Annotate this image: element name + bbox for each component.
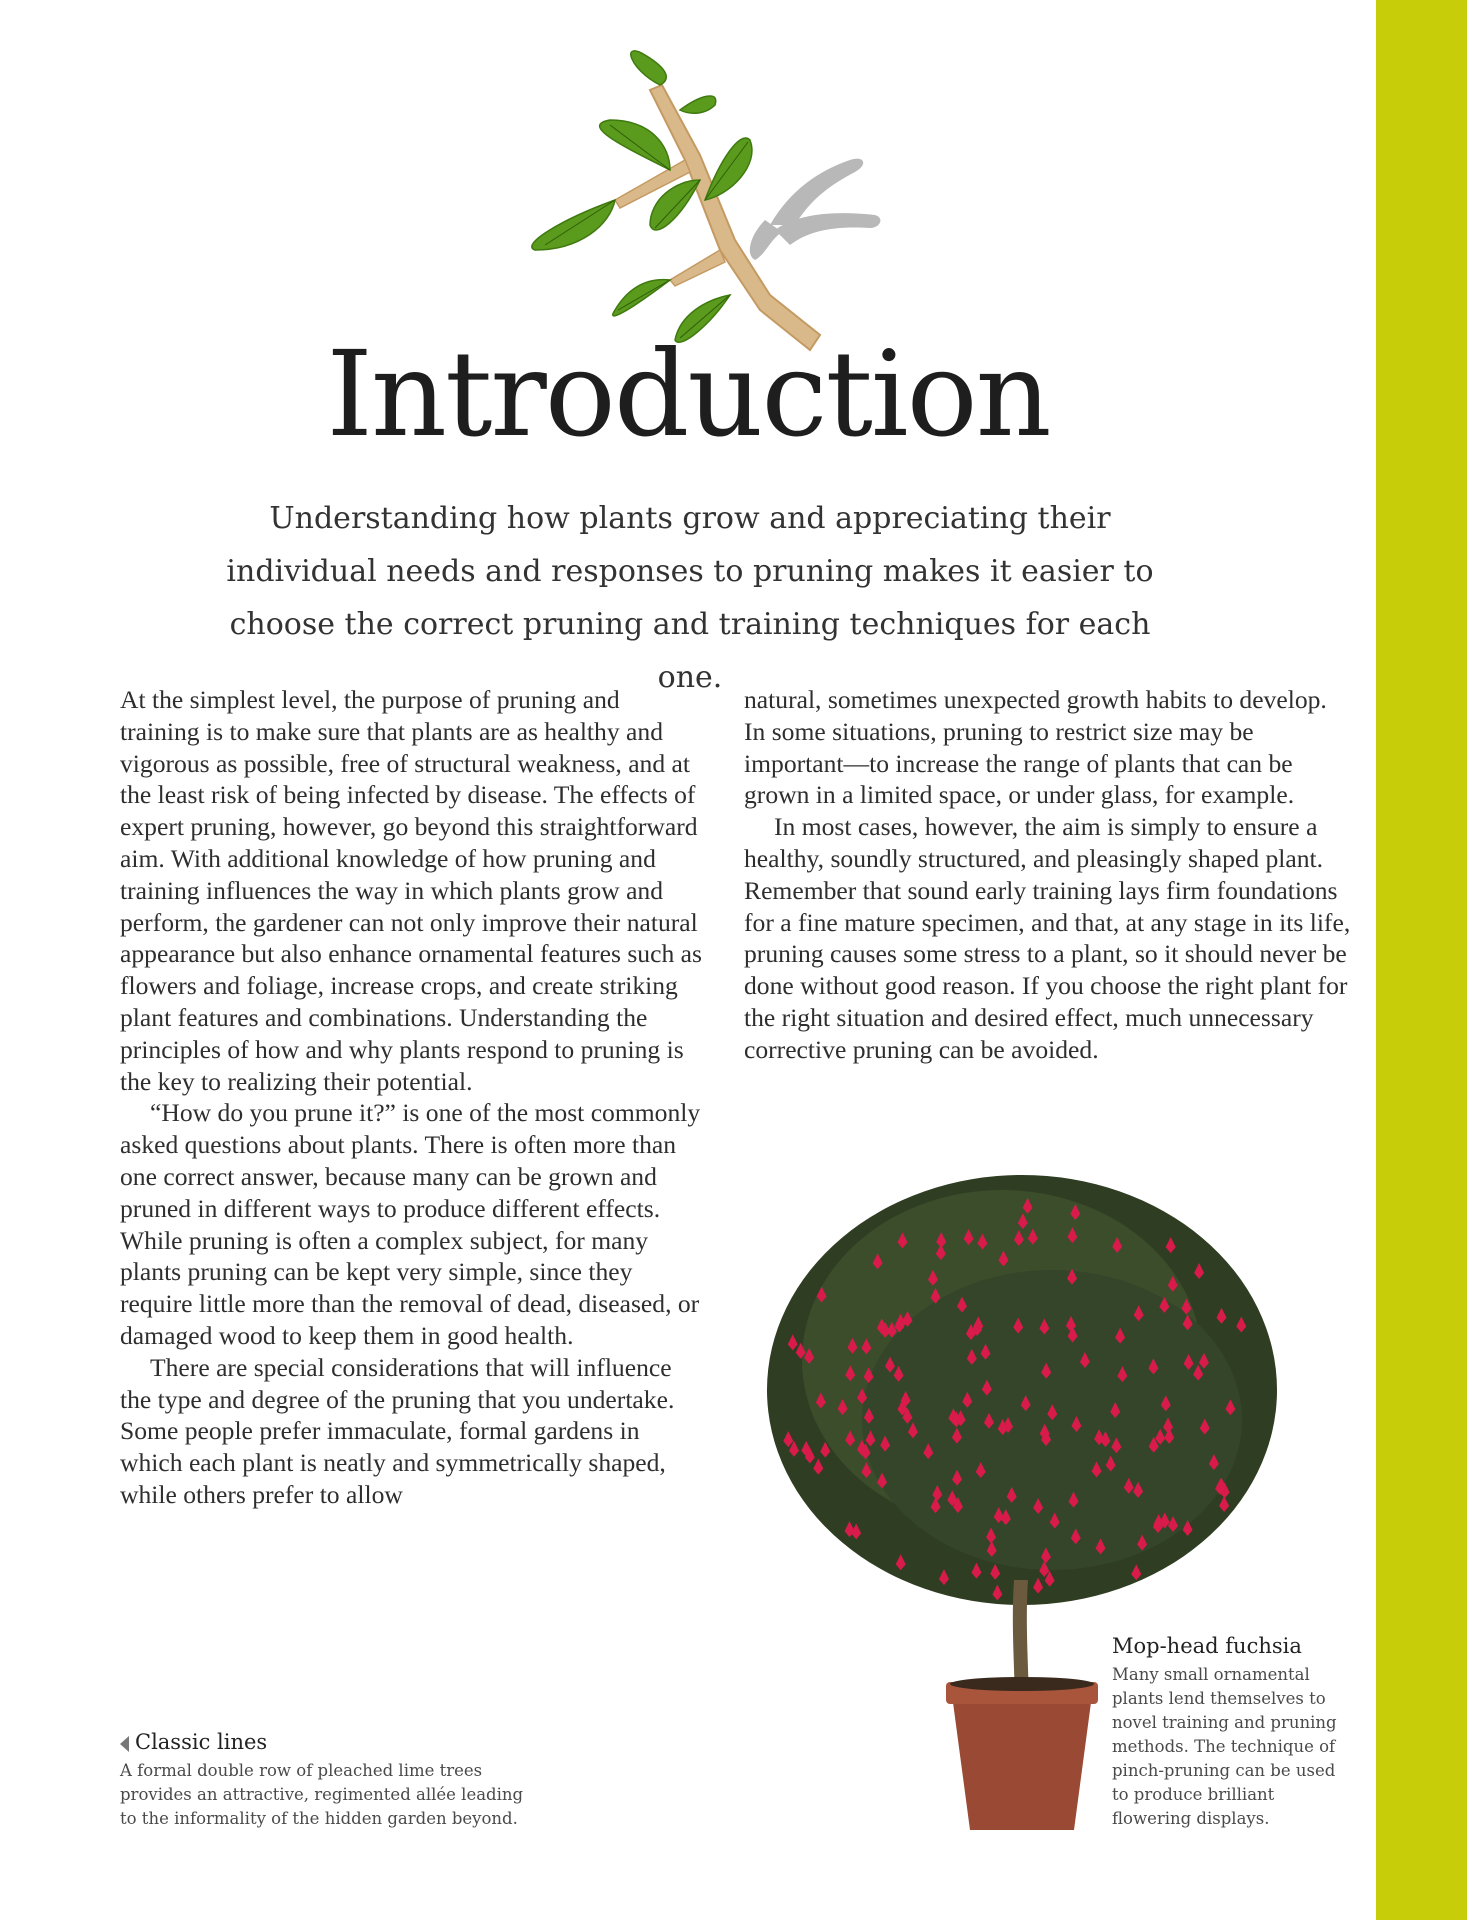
page-title: Introduction [326, 325, 1050, 463]
body-column-left [120, 684, 705, 1511]
body-paragraph: “How do you prune it?” is one of the most commonly asked questions about plants. There is often more than one correct answer, because many can be grown and pruned in different ways to produce different effects. While pruning is often a complex subject, for many plants pruning can be kept very simple, since they require little more than the removal of dead, diseased, or damaged wood to keep them in good health. [120, 1098, 701, 1350]
classic-lines-caption-title: Classic lines [135, 1730, 268, 1754]
triangle-left-icon [120, 1736, 129, 1752]
body-paragraph: In most cases, however, the aim is simply to ensure a healthy, soundly structured, and pleasingly shaped plant. Remember that sound early training lays firm foundations for a fine mature specimen, and that, at any stage in its life, pruning causes some stress to a plant, so it should never be done without good reason. If you choose the right plant for the right situation and desired effect, much unnecessary corrective pruning can be avoided. [744, 812, 1351, 1064]
body-paragraph: There are special considerations that will influence the type and degree of the pruning that you undertake. Some people prefer immaculate, formal gardens in which each plant is neatly and symmetrically shaped, while others prefer to allow [120, 1352, 675, 1509]
fuchsia-caption [1112, 1634, 1352, 1831]
accent-side-bar [1376, 0, 1467, 1920]
classic-lines-caption [120, 1730, 540, 1831]
classic-lines-caption-title-row [120, 1730, 540, 1755]
branch-and-secateurs-illustration [520, 50, 940, 360]
body-paragraph: natural, sometimes unexpected growth habits to develop. In some situations, pruning to restrict size may be important—to increase the range of plants that can be grown in a limited space, or under glass, for example. [744, 685, 1327, 810]
fuchsia-caption-body: Many small ornamental plants lend themselves to novel training and pruning methods. The technique of pinch-pruning can be used to produce brilliant flowering displays. [1112, 1665, 1337, 1829]
body-paragraph: At the simplest level, the purpose of pruning and training is to make sure that plants are as healthy and vigorous as possible, free of structural weakness, and at the least risk of being infected by disease. The effects of expert pruning, however, go beyond this straightforward aim. With additional knowledge of how pruning and training influences the way in which plants grow and perform, the gardener can not only improve their natural appearance but also enhance ornamental features such as flowers and foliage, increase crops, and create striking plant features and combinations. Understanding the principles of how and why plants respond to pruning is the key to realizing their potential. [120, 685, 702, 1096]
fuchsia-caption-title: Mop-head fuchsia [1112, 1634, 1302, 1658]
classic-lines-caption-body: A formal double row of pleached lime trees provides an attractive, regimented allée leading to the informality of the hidden garden beyond. [120, 1761, 524, 1829]
intro-standfirst: Understanding how plants grow and appreciating their individual needs and responses to pruning makes it easier to choose the correct pruning and training techniques for each one. [226, 501, 1154, 695]
body-column-right [744, 684, 1354, 1066]
